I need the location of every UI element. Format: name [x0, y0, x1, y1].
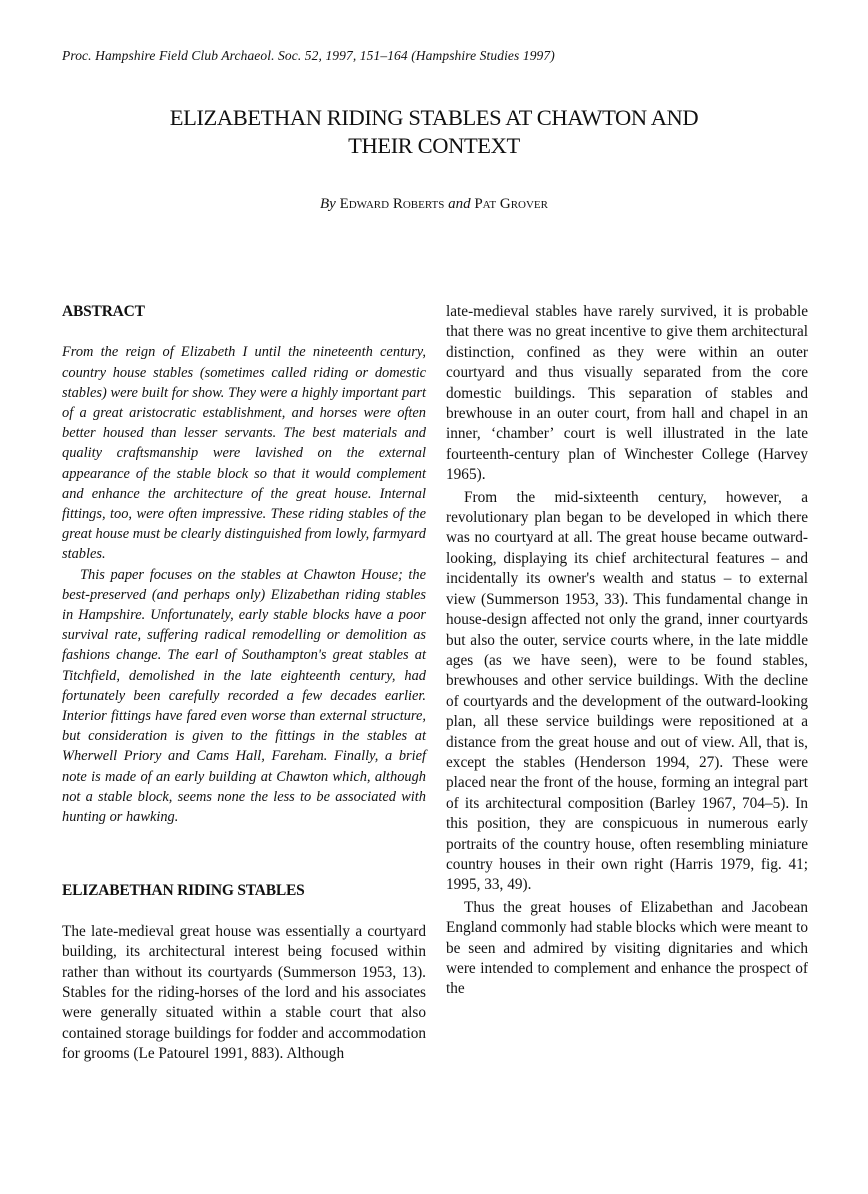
abstract-paragraph-2: This paper focuses on the stables at Chawton House; the best-preserved (and perhaps only) Elizabethan riding stables in Hampshire. Unfortunately, early stable blocks have a poor survival rate, suffering radical remodelling or demolition as fashions change. The earl of Southampton's great stables at Titchfield, demolished in the late eighteenth century, had fortunately been carefully recorded a few decades earlier. Interior fittings have fared even worse than external structure, but consideration is given to the fittings in the stables at Wherwell Priory and Cams Hall, Fareham. Finally, a brief note is made of an early building at Chawton which, although not a stable block, seems none the less to be associated with hunting or hawking. [62, 566, 426, 826]
title-line-1: ELIZABETHAN RIDING STABLES AT CHAWTON AND [169, 105, 699, 130]
byline [60, 196, 808, 213]
author-1: Edward Roberts [339, 196, 445, 212]
right-paragraph-3: Thus the great houses of Elizabethan and Jacobean England commonly had stable blocks which were meant to be seen and admired by visiting dignitaries and which were intended to complement and enhance the prospect of the [446, 898, 808, 998]
journal-citation: Proc. Hampshire Field Club Archaeol. Soc. 52, 1997, 151–164 (Hampshire Studies 1997) [62, 48, 555, 63]
title-line-2: THEIR CONTEXT [348, 133, 520, 158]
byline-by: By [320, 196, 336, 212]
section-paragraph-1: The late-medieval great house was essentially a courtyard building, its architectural interest being focused within rather than without its courtyards (Summerson 1953, 13). Stables for the riding-horses of the lord and his associates were generally situated within a stable court that also contained storage buildings for fodder and accommodation for grooms (Le Patourel 1991, 883). Although [62, 922, 426, 1063]
author-2: Pat Grover [474, 196, 548, 212]
left-column [62, 302, 426, 1065]
right-paragraph-2: From the mid-sixteenth century, however, a revolutionary plan began to be developed in which there was no courtyard at all. The great house became outward-looking, displaying its chief architectural features – and incidentally its owner's wealth and status – to external view (Summerson 1953, 33). This fundamental change in house-design affected not only the grand, inner courtyards but also the outer, service courts where, in the late middle ages (as we have seen), were to be found stables, brewhouses and other service buildings. With the decline of courtyards and the development of the outward-looking plan, all these service buildings were repositioned at a distance from the great house and out of view. All, that is, except the stables (Henderson 1994, 27). These were placed near the front of the house, forming an integral part of its architectural composition (Barley 1967, 704–5). In this position, they are conspicuous in numerous early portraits of the country house, often resembling miniature country houses in their own right (Harris 1979, fig. 41; 1995, 33, 49). [446, 488, 808, 894]
byline-and: and [448, 196, 471, 212]
section-heading: ELIZABETHAN RIDING STABLES [62, 882, 305, 900]
right-column [446, 302, 808, 1000]
abstract-paragraph-1: From the reign of Elizabeth I until the nineteenth century, country house stables (sometimes called riding or domestic stables) were built for show. They were a highly important part of a great aristocratic establishment, and horses were often better housed than lesser servants. The best materials and quality craftsmanship were lavished on the external appearance of the stable block so that it would complement and enhance the architecture of the great house. Internal fittings, too, were often impressive. These riding stables of the great house must be clearly distinguished from lowly, farmyard stables. [62, 344, 426, 563]
article-title [60, 104, 808, 160]
abstract-heading: ABSTRACT [62, 303, 145, 320]
right-paragraph-1: late-medieval stables have rarely survived, it is probable that there was no great incentive to give them architectural distinction, confined as they were within an outer courtyard and thus visually separated from the core domestic buildings. This separation of stables and brewhouse in an outer court, from hall and chapel in an inner, ‘chamber’ court is well illustrated in the late fourteenth-century plan of Winchester College (Harvey 1965). [446, 303, 808, 484]
